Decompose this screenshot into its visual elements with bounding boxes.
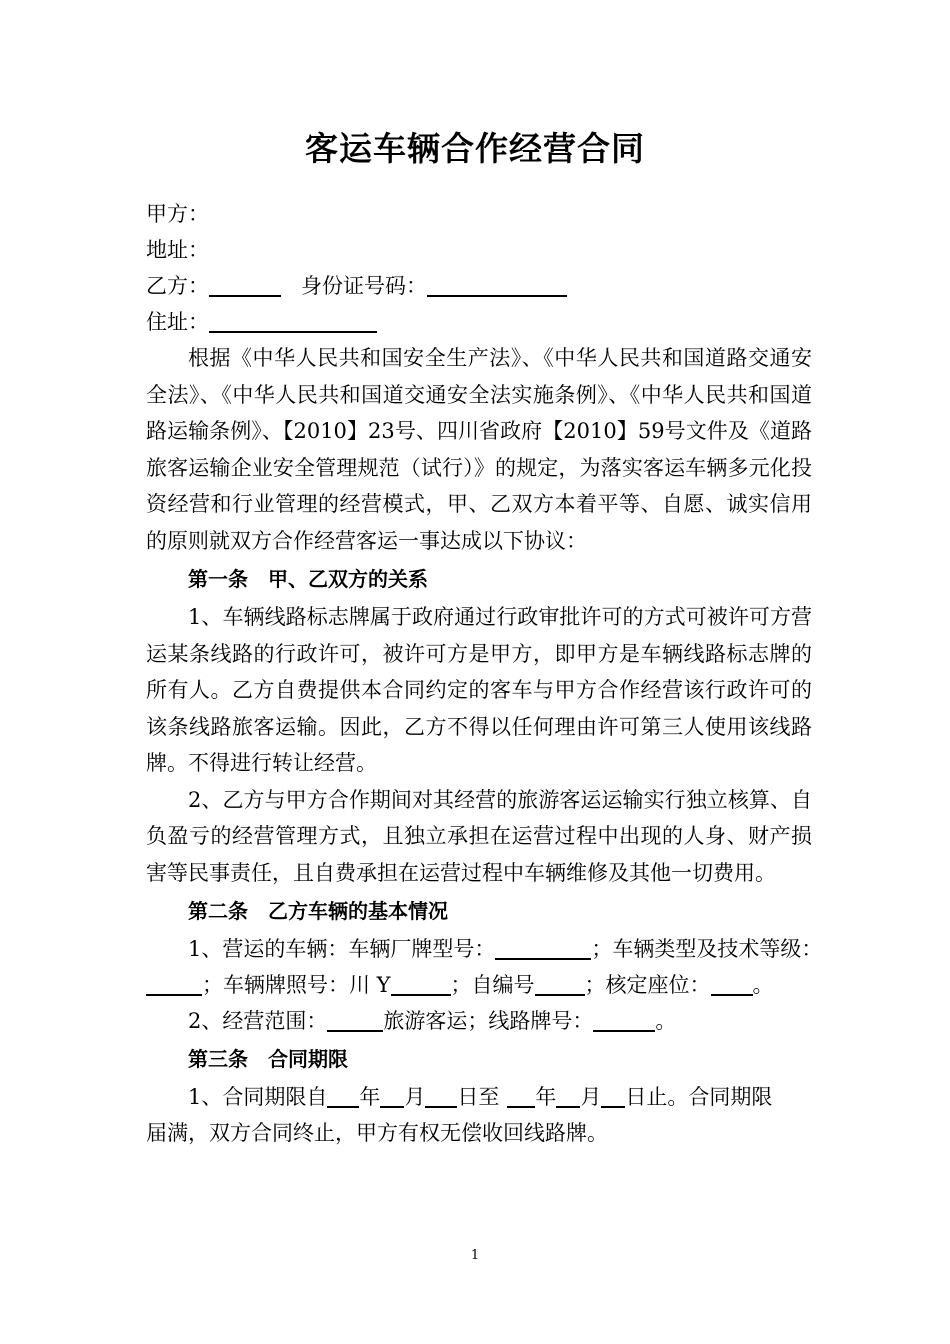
article-2-heading: 第二条 乙方车辆的基本情况 [188, 899, 448, 923]
self-number-blank [535, 972, 585, 996]
end-day-blank [601, 1084, 625, 1108]
vehicle-model-label: 1、营运的车辆：车辆厂牌型号： [188, 937, 496, 961]
residence-line [146, 304, 812, 340]
vehicle-type-label: ；车辆类型及技术等级： [591, 937, 823, 961]
seats-blank [711, 972, 753, 996]
article-1-clause-1: 1、车辆线路标志牌属于政府通过行政审批许可的方式可被许可方营运某条线路的行政许可，被许可方是甲方，即甲方是车辆线路标志牌的所有人。乙方自费提供本合同约定的客车与甲方合作经营该行政许可的该条线路旅客运输。因此，乙方不得以任何理由许可第三人使用该线路牌。不得进行转让经营。 [146, 605, 812, 775]
self-number-label: ；自编号 [450, 973, 535, 997]
month-label: 月 [580, 1085, 602, 1109]
party-b-label: 乙方： [146, 274, 209, 298]
month-label: 月 [404, 1085, 426, 1109]
address-label: 地址： [146, 238, 209, 262]
day-to-label: 日至 [457, 1085, 500, 1109]
year-label: 年 [535, 1085, 557, 1109]
term-line-2: 届满，双方合同终止，甲方有权无偿收回线路牌。 [146, 1121, 608, 1145]
period: 。 [752, 973, 774, 997]
preamble-paragraph: 根据《中华人民共和国安全生产法》、《中华人民共和国道路交通安全法》、《中华人民共和国道交通安全法实施条例》、《中华人民共和国道路运输条例》、【2010】23号、四川省政府【2010】59号文件及《道路旅客运输企业安全管理规范（试行）》的规定，为落实客运车辆多元化投资经营和行业管理的经营模式，甲、乙双方本着平等、自愿、诚实信用的原则就双方合作经营客运一事达成以下协议： [146, 346, 812, 553]
day-end-label: 日止。合同期限 [625, 1085, 773, 1109]
vehicle-line-2 [146, 967, 812, 1003]
year-label: 年 [359, 1085, 381, 1109]
term-label: 1、合同期限自 [188, 1085, 328, 1109]
plate-blank [391, 972, 451, 996]
start-year-blank [327, 1084, 359, 1108]
residence-blank [209, 309, 377, 333]
vehicle-model-blank [495, 936, 591, 960]
vehicle-type-blank [146, 972, 202, 996]
party-b-line [146, 268, 812, 304]
party-b-blank [209, 273, 281, 297]
scope-label: 2、经营范围： [188, 1009, 328, 1033]
start-month-blank [380, 1084, 404, 1108]
id-label: 身份证号码： [301, 274, 427, 298]
party-a-line [146, 196, 812, 232]
period: 。 [655, 1009, 677, 1033]
vehicle-line-1 [146, 931, 823, 967]
page-number: 1 [470, 1248, 480, 1263]
article-1-heading: 第一条 甲、乙双方的关系 [188, 567, 428, 591]
scope-line [146, 1003, 812, 1039]
end-month-blank [556, 1084, 580, 1108]
article-1-clause-2: 2、乙方与甲方合作期间对其经营的旅游客运运输实行独立核算、自负盈亏的经营管理方式，且独立承担在运营过程中出现的人身、财产损害等民事责任，且自费承担在运营过程中车辆维修及其他一切费用。 [146, 787, 812, 885]
end-year-blank [507, 1084, 535, 1108]
scope-blank [327, 1008, 383, 1032]
residence-label: 住址： [146, 310, 209, 334]
seats-label: ；核定座位： [584, 973, 711, 997]
plate-label: ；车辆牌照号：川 Y [202, 973, 391, 997]
route-blank [593, 1008, 655, 1032]
term-line [146, 1079, 812, 1115]
id-blank [427, 273, 567, 297]
article-3-heading: 第三条 合同期限 [188, 1047, 348, 1071]
route-label: 旅游客运；线路牌号： [383, 1009, 594, 1033]
document-body [146, 196, 823, 1151]
address-line [146, 232, 812, 268]
party-a-label: 甲方： [146, 202, 209, 226]
document-title: 客运车辆合作经营合同 [305, 129, 645, 168]
start-day-blank [425, 1084, 457, 1108]
